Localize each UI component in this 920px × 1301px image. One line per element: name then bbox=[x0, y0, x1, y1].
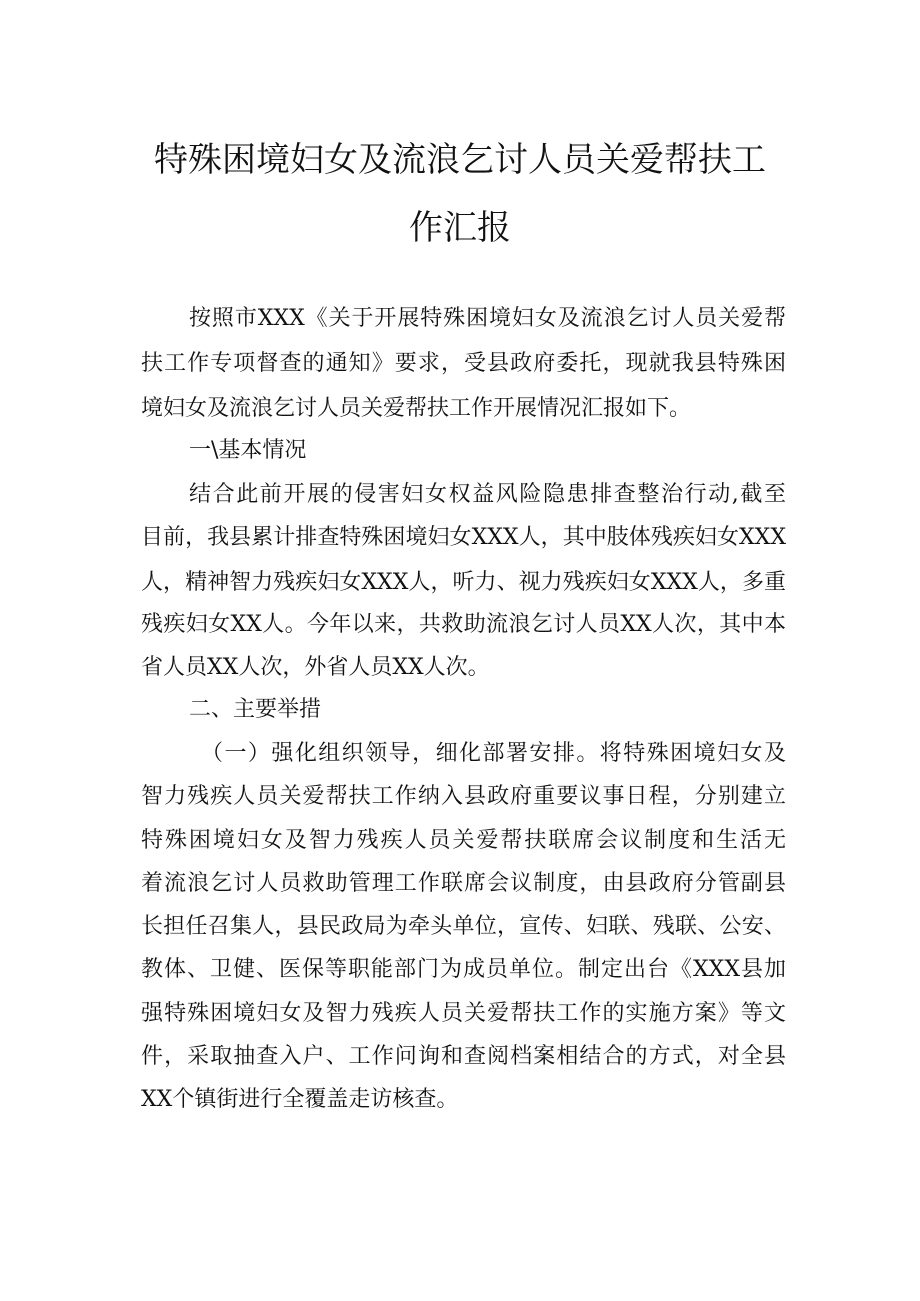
section2-line: 着流浪乞讨人员救助管理工作联席会议制度，由县政府分管副县 bbox=[141, 871, 786, 896]
section1-line: 结合此前开展的侵害妇女权益风险隐患排查整治行动,截至 bbox=[189, 482, 786, 507]
section2-line: 教体、卫健、医保等职能部门为成员单位。制定出台《XXX县加 bbox=[141, 957, 786, 982]
section2-line: （一）强化组织领导，细化部署安排。将特殊困境妇女及 bbox=[201, 741, 786, 766]
intro-line: 按照市XXX《关于开展特殊困境妇女及流浪乞讨人员关爱帮 bbox=[189, 306, 786, 331]
document-title-line-1: 特殊困境妇女及流浪乞讨人员关爱帮扶工 bbox=[154, 140, 766, 180]
section2-line: 长担任召集人，县民政局为牵头单位，宣传、妇联、残联、公安、 bbox=[141, 914, 786, 939]
document-title-line-2: 作汇报 bbox=[409, 208, 511, 248]
section1-line: 省人员XX人次，外省人员XX人次。 bbox=[141, 655, 490, 680]
intro-line: 境妇女及流浪乞讨人员关爱帮扶工作开展情况汇报如下。 bbox=[141, 396, 692, 421]
section-heading-basic-situation: 一\基本情况 bbox=[189, 438, 307, 463]
section2-line: XX个镇街进行全覆盖走访核查。 bbox=[141, 1087, 459, 1112]
section1-line: 残疾妇女XX人。今年以来，共救助流浪乞讨人员XX人次，其中本 bbox=[141, 612, 786, 637]
intro-line: 扶工作专项督查的通知》要求，受县政府委托，现就我县特殊困 bbox=[141, 351, 786, 376]
section-heading-main-measures: 二、主要举措 bbox=[189, 697, 322, 722]
section2-line: 件，采取抽查入户、工作问询和查阅档案相结合的方式，对全县 bbox=[141, 1044, 786, 1069]
section2-line: 智力残疾人员关爱帮扶工作纳入县政府重要议事日程，分别建立 bbox=[141, 784, 786, 809]
section1-line: 人，精神智力残疾妇女XXX人，听力、视力残疾妇女XXX人，多重 bbox=[141, 570, 786, 595]
section2-line: 强特殊困境妇女及智力残疾人员关爱帮扶工作的实施方案》等文 bbox=[141, 1001, 786, 1026]
section2-line: 特殊困境妇女及智力残疾人员关爱帮扶联席会议制度和生活无 bbox=[141, 828, 786, 853]
section1-line: 目前，我县累计排查特殊困境妇女XXX人，其中肢体残疾妇女XXX bbox=[141, 525, 786, 550]
